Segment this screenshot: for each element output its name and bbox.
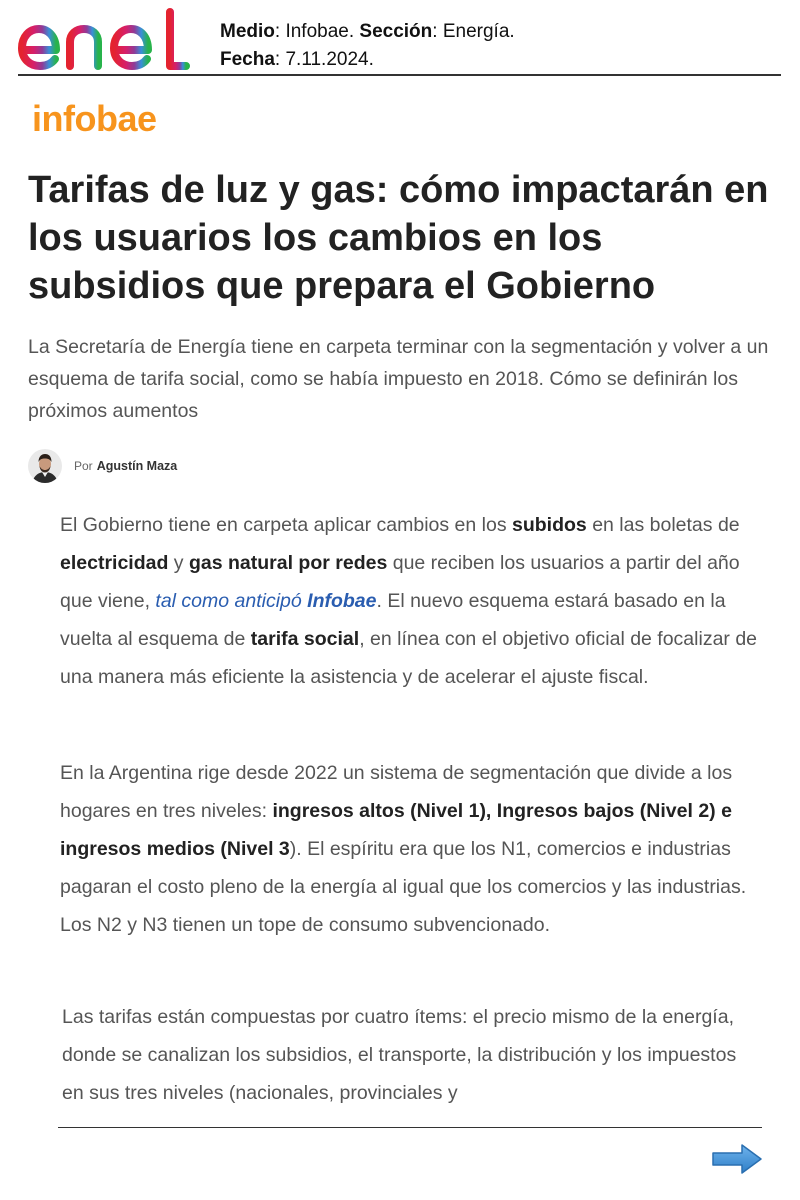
p1-text-2: en las boletas de bbox=[586, 514, 740, 536]
article-subhead: La Secretaría de Energía tiene en carpeta terminar con la segmentación y volver a un esquema de tarifa social, como se había impuesto en 2018. Cómo se definirán los próximos aumentos bbox=[28, 336, 769, 422]
p1-bold-electricidad: electricidad bbox=[60, 552, 169, 574]
arrow-right-icon[interactable] bbox=[710, 1142, 764, 1176]
article-link-infobae[interactable] bbox=[155, 590, 376, 612]
article-paragraph-1 bbox=[60, 506, 760, 696]
p1-bold-tarifa-social: tarifa social bbox=[250, 628, 360, 650]
article-headline: Tarifas de luz y gas: cómo impactarán en los usuarios los cambios en los subsidios que prepara el Gobierno bbox=[28, 169, 769, 307]
p1-bold-subidos: subidos bbox=[512, 514, 587, 536]
p1-bold-gas: gas natural por redes bbox=[188, 552, 388, 574]
author-avatar[interactable] bbox=[28, 449, 62, 483]
p1-text-3: y bbox=[168, 552, 189, 574]
p1-text-4: que reciben los usuarios a partir del año que viene, bbox=[60, 552, 740, 612]
clipping-meta bbox=[220, 18, 515, 74]
enel-logo bbox=[18, 4, 190, 72]
fecha-value: : 7.11.2024. bbox=[274, 49, 374, 70]
medio-label: Medio bbox=[220, 21, 275, 42]
p2-text-1: En la Argentina rige desde 2022 un sistema de segmentación que divide a los hogares en tres niveles: bbox=[60, 762, 733, 822]
press-clipping-header bbox=[18, 4, 781, 76]
infobae-logo: infobae bbox=[32, 98, 157, 139]
seccion-value: : Energía. bbox=[432, 21, 515, 42]
p2-bold-niveles: ingresos altos (Nivel 1), Ingresos bajos (Nivel 2) e ingresos medios (Nivel 3 bbox=[60, 800, 732, 860]
p1-text-1: El Gobierno tiene en carpeta aplicar cambios en los bbox=[60, 514, 513, 536]
article-paragraph-3: Las tarifas están compuestas por cuatro ítems: el precio mismo de la energía, donde se canalizan los subsidios, el transporte, la distribución y los impuestos en sus tres niveles (nacionales, provinciales y bbox=[62, 1006, 737, 1104]
link-text[interactable]: tal como anticipó bbox=[155, 590, 308, 612]
fecha-label: Fecha bbox=[220, 49, 275, 70]
footer-divider bbox=[58, 1127, 762, 1128]
author-name[interactable]: Agustín Maza bbox=[96, 459, 178, 473]
p2-text-2: ). El espíritu era que los N1, comercios e industrias pagaran el costo pleno de la energía al igual que los comercios y las industrias. Los N2 y N3 tienen un tope de consumo subvencionado. bbox=[60, 838, 747, 936]
link-bold-infobae[interactable]: Infobae bbox=[307, 590, 377, 612]
medio-value: : Infobae. bbox=[274, 21, 360, 42]
seccion-label: Sección bbox=[359, 21, 433, 42]
byline bbox=[28, 448, 177, 484]
article-paragraph-2 bbox=[60, 754, 760, 944]
p1-text-6: , en línea con el objetivo oficial de focalizar de una manera más eficiente la asistencia y de acelerar el ajuste fiscal. bbox=[60, 628, 758, 688]
p1-text-5: . El nuevo esquema estará basado en la vuelta al esquema de bbox=[60, 590, 726, 650]
byline-prefix: Por bbox=[74, 459, 93, 473]
